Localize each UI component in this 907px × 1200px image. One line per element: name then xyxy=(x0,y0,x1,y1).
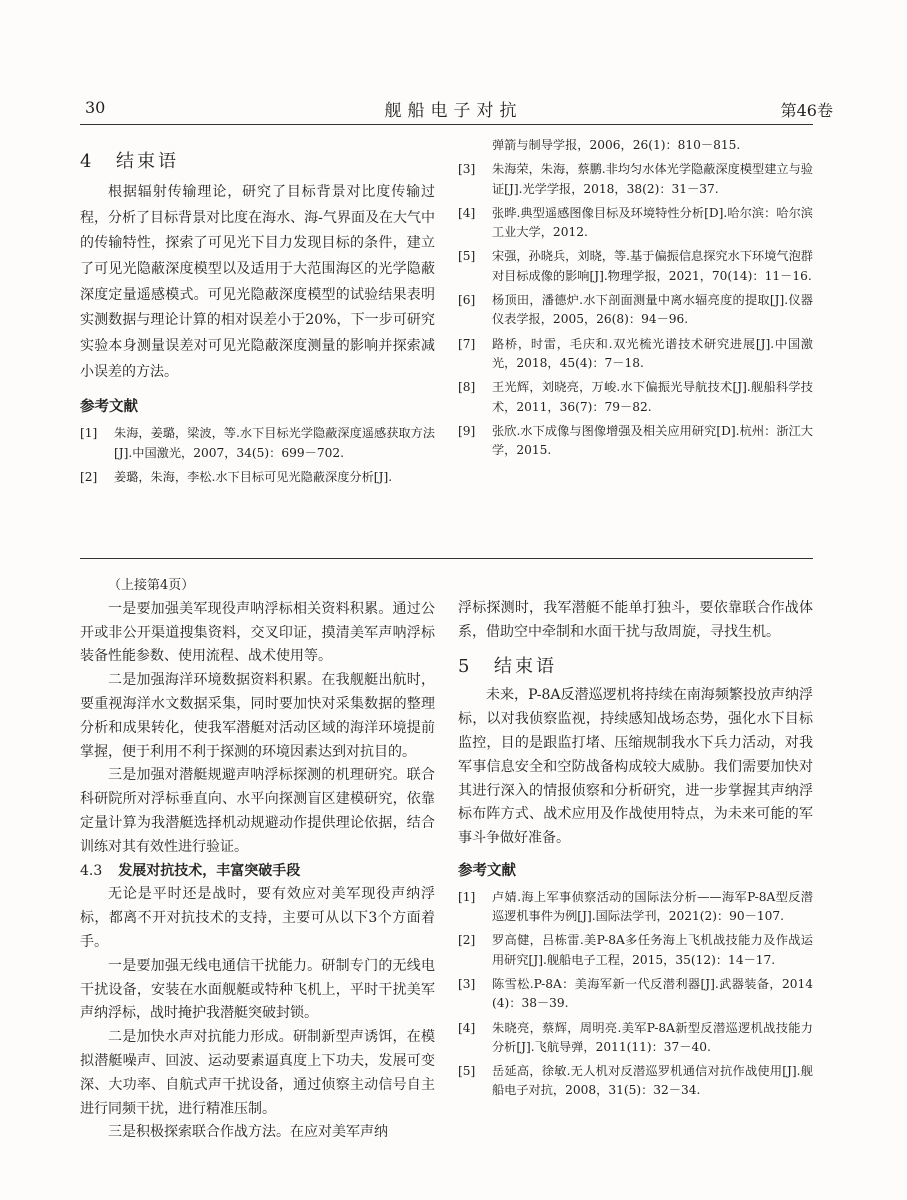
volume-label: 第46卷 xyxy=(780,101,833,120)
body-paragraph: 二是加强海洋环境数据资料积累。在我舰艇出航时，要重视海洋水文数据采集，同时要加快对采集数据的整理分析和成果转化，使我军潜艇对活动区域的海洋环境提前掌握，便于利用不利于探测的环境因素达到对抗目的。 xyxy=(80,672,435,760)
reference-item: [8] 王光辉，刘晓亮，万峻.水下偏振光导航技术[J].舰船科学技术，2011，36(7)：79－82. xyxy=(458,380,813,414)
reference-item: [2] 罗高健，吕栋雷.美P-8A多任务海上飞机战技能力及作战运用研究[J].舰船电子工程，2015，35(12)：14－17. xyxy=(458,933,813,967)
body-paragraph: 二是加快水声对抗能力形成。研制新型声诱饵，在模拟潜艇噪声、回波、运动要素逼真度上下功夫，发展可变深、大功率、自航式声干扰设备，通过侦察主动信号自主进行同频干扰，进行精准压制。 xyxy=(80,1029,435,1117)
subsection-title: 发展对抗技术，丰富突破手段 xyxy=(118,862,301,879)
body-paragraph: 三是加强对潜艇规避声呐浮标探测的机理研究。联合科研院所对浮标垂直向、水平向探测盲区建模研究，依靠定量计算为我潜艇选择机动规避动作提供理论依据，结合训练对其有效性进行验证。 xyxy=(80,767,435,855)
page-number: 30 xyxy=(85,98,106,117)
reference-item: 弹箭与制导学报，2006，26(1)：810－815. xyxy=(492,138,741,152)
reference-item: [4] 张晔.典型遥感图像目标及环境特性分析[D].哈尔滨：哈尔滨工业大学，2012. xyxy=(458,205,813,240)
section-number: 5 xyxy=(458,655,473,677)
body-paragraph: 三是积极探索联合作战方法。在应对美军声纳 xyxy=(108,1124,388,1141)
conclusion-paragraph: 根据辐射传输理论，研究了目标背景对比度传输过程，分析了目标背景对比度在海水、海-气界面及在大气中的传输特性，探索了可见光下目力发现目标的条件，建立了可见光隐蔽深度模型以及适用于大范围海区的光学隐蔽深度定量遥感模式。可见光隐蔽深度模型的试验结果表明实测数据与理论计算的相对误差小于20%，下一步可研究实验本身测量误差对可见光隐蔽深度测量的影响并探索减小误差的方法。 xyxy=(80,183,435,380)
subsection-heading xyxy=(80,860,435,884)
reference-item: [3] 陈雪松.P-8A：美海军新一代反潜利器[J].武器装备，2014(4)：38－39. xyxy=(458,976,813,1011)
reference-item: [7] 路桥，时雷，毛庆和.双光梳光谱技术研究进展[J].中国激光，2018，45(4)：7－18. xyxy=(458,336,813,370)
reference-item: [9] 张欣.水下成像与图像增强及相关应用研究[D].杭州：浙江大学，2015. xyxy=(458,423,813,458)
reference-item: [1] 卢婧.海上军事侦察活动的国际法分析——海军P-8A型反潜巡逻机事件为例[J].国际法学刊，2021(2)：90－107. xyxy=(458,889,813,924)
continued-note: （上接第4页） xyxy=(108,578,195,593)
section-heading xyxy=(458,655,813,679)
reference-item: [3] 朱海荣，朱海，蔡鹏.非均匀水体光学隐蔽深度模型建立与验证[J].光学学报，2018，38(2)：31－37. xyxy=(458,162,813,196)
article-divider xyxy=(80,558,813,559)
reference-item: [1] 朱海，姜璐，梁波，等.水下目标光学隐蔽深度遥感获取方法[J].中国激光，2007，34(5)：699－702. xyxy=(80,426,435,460)
body-paragraph: 一是要加强无线电通信干扰能力。研制专门的无线电干扰设备，安装在水面舰艇或特种飞机上，平时干扰美军声纳浮标，战时掩护我潜艇突破封锁。 xyxy=(80,957,435,1022)
section-title: 结束语 xyxy=(116,151,179,172)
body-paragraph: 无论是平时还是战时，要有效应对美军现役声纳浮标，都离不开对抗技术的支持，主要可从以下3个方面着手。 xyxy=(80,886,435,950)
body-paragraph: 一是要加强美军现役声呐浮标相关资料积累。通过公开或非公开渠道搜集资料，交叉印证，摸清美军声呐浮标装备性能参数、使用流程、战术使用等。 xyxy=(80,600,435,665)
section-number: 4 xyxy=(80,151,95,172)
top-right-references xyxy=(458,136,813,465)
journal-title: 舰船电子对抗 xyxy=(384,101,523,121)
reference-item: [5] 岳延高，徐敏.无人机对反潜巡罗机通信对抗作战使用[J].舰船电子对抗，2008，31(5)：32－34. xyxy=(458,1064,813,1098)
header-rule xyxy=(80,124,813,125)
subsection-number: 4.3 xyxy=(80,862,103,879)
references-heading: 参考文献 xyxy=(80,398,138,416)
reference-item: [6] 杨顶田，潘德炉.水下剖面测量中离水辐亮度的提取[J].仪器仪表学报，2005，26(8)：94－96. xyxy=(458,293,813,327)
section-heading xyxy=(80,150,435,174)
reference-item: [4] 朱晓亮，蔡辉，周明亮.美军P-8A新型反潜巡逻机战技能力分析[J].飞航导弹，2011(11)：37－40. xyxy=(458,1020,813,1054)
body-paragraph: 浮标探测时，我军潜艇不能单打独斗，要依靠联合作战体系，借助空中牵制和水面干扰与敌周旋，寻找生机。 xyxy=(458,600,813,640)
reference-item: [2] 姜璐，朱海，李松.水下目标可见光隐蔽深度分析[J]. xyxy=(80,469,393,484)
top-left-column xyxy=(80,150,435,492)
conclusion-paragraph: 未来，P-8A反潜巡逻机将持续在南海频繁投放声纳浮标，以对我侦察监视，持续感知战场态势，强化水下目标监控，目的是跟监打堵、压缩规制我水下兵力活动，对我军事信息安全和空防战备构成较大威胁。我们需要加快对其进行深入的情报侦察和分析研究，进一步掌握其声纳浮标布阵方式、战术应用及作战使用特点，为未来可能的军事斗争做好准备。 xyxy=(458,687,813,847)
section-title: 结束语 xyxy=(494,655,557,677)
bottom-right-column xyxy=(458,597,813,1106)
bottom-left-column xyxy=(80,574,435,1145)
reference-item: [5] 宋强，孙晓兵，刘晓，等.基于偏振信息探究水下环境气泡群对目标成像的影响[J].物理学报，2021，70(14)：11－16. xyxy=(458,249,813,283)
references-list xyxy=(80,424,435,487)
references-list xyxy=(458,888,813,1101)
references-heading: 参考文献 xyxy=(458,861,516,879)
